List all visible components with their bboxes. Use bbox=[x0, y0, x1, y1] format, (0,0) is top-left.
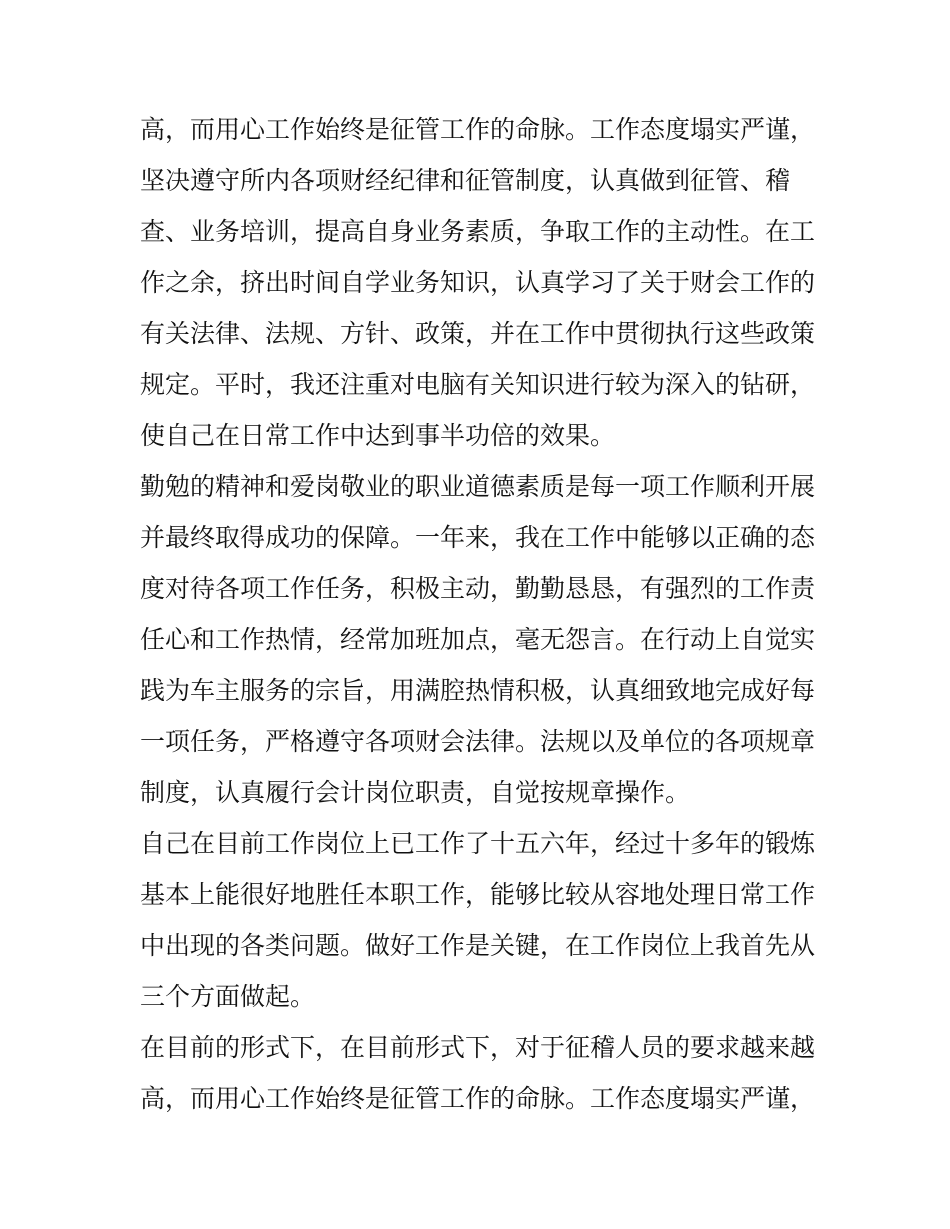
text-line: 自己在目前工作岗位上已工作了十五六年，经过十多年的锻炼 bbox=[140, 829, 816, 858]
text-line: 中出现的各类问题。做好工作是关键，在工作岗位上我首先从 bbox=[140, 931, 816, 960]
text-line: 高，而用心工作始终是征管工作的命脉。工作态度塌实严谨， bbox=[140, 1084, 816, 1113]
text-line: 坚决遵守所内各项财经纪律和征管制度，认真做到征管、稽 bbox=[140, 166, 791, 195]
text-line: 度对待各项工作任务，积极主动，勤勤恳恳，有强烈的工作责 bbox=[140, 574, 816, 603]
text-line: 规定。平时，我还注重对电脑有关知识进行较为深入的钻研， bbox=[140, 370, 816, 399]
text-line: 践为车主服务的宗旨，用满腔热情积极，认真细致地完成好每 bbox=[140, 676, 816, 705]
text-line: 并最终取得成功的保障。一年来，我在工作中能够以正确的态 bbox=[140, 523, 816, 552]
text-line: 任心和工作热情，经常加班加点，毫无怨言。在行动上自觉实 bbox=[140, 625, 816, 654]
text-line: 高，而用心工作始终是征管工作的命脉。工作态度塌实严谨， bbox=[140, 115, 816, 144]
text-line: 一项任务，严格遵守各项财会法律。法规以及单位的各项规章 bbox=[140, 727, 816, 756]
text-line: 使自己在日常工作中达到事半功倍的效果。 bbox=[140, 421, 616, 450]
text-line: 在目前的形式下，在目前形式下，对于征稽人员的要求越来越 bbox=[140, 1033, 816, 1062]
text-line: 制度，认真履行会计岗位职责，自觉按规章操作。 bbox=[140, 778, 691, 807]
text-line: 勤勉的精神和爱岗敬业的职业道德素质是每一项工作顺利开展 bbox=[140, 472, 816, 501]
text-line: 基本上能很好地胜任本职工作，能够比较从容地处理日常工作 bbox=[140, 880, 816, 909]
text-line: 作之余，挤出时间自学业务知识，认真学习了关于财会工作的 bbox=[140, 268, 816, 297]
document-body bbox=[140, 104, 830, 1124]
text-line: 查、业务培训，提高自身业务素质，争取工作的主动性。在工 bbox=[140, 217, 816, 246]
text-line: 有关法律、法规、方针、政策，并在工作中贯彻执行这些政策 bbox=[140, 319, 816, 348]
text-line: 三个方面做起。 bbox=[140, 982, 316, 1011]
